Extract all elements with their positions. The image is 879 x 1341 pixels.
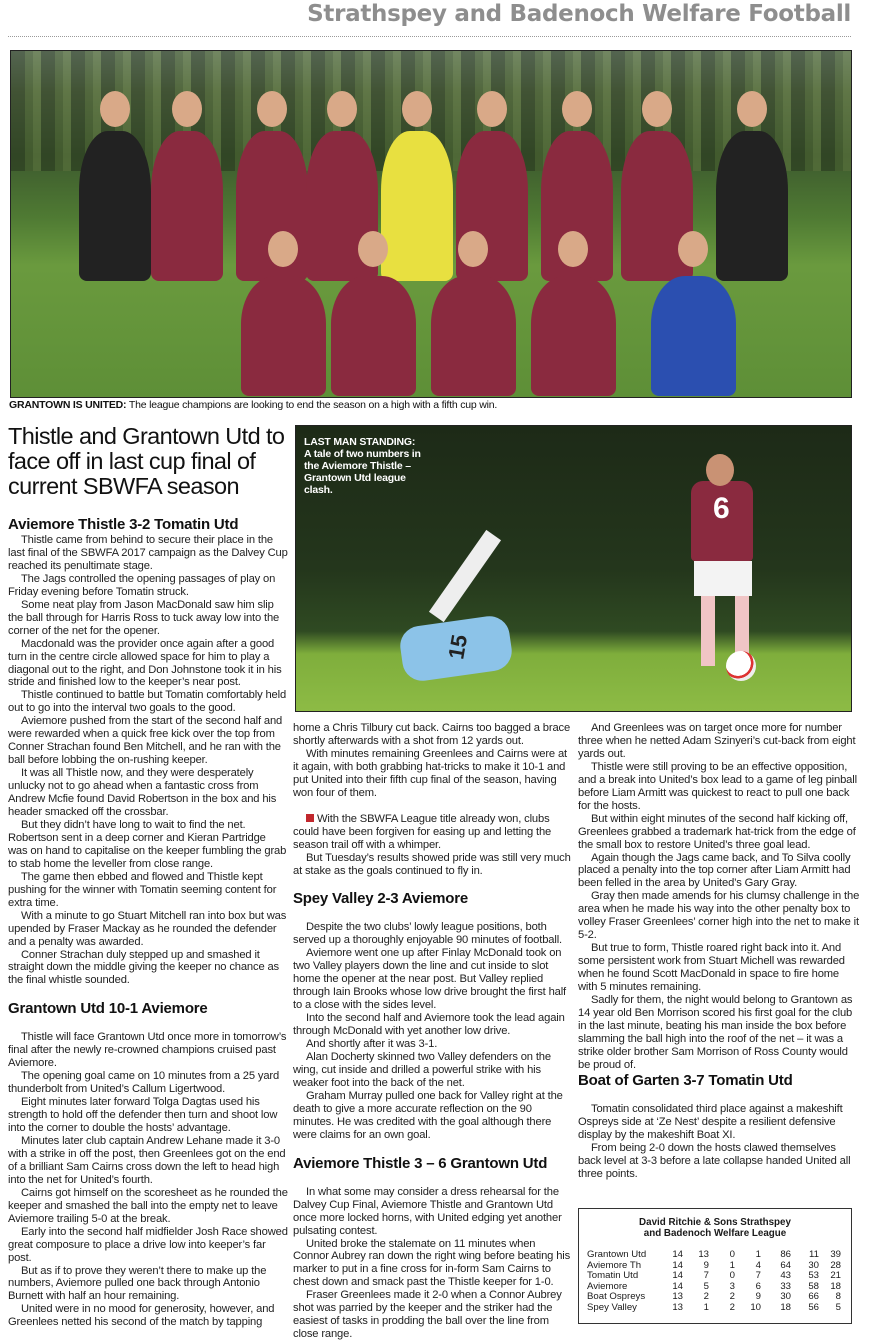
paragraph: Fraser Greenlees made it 2-0 when a Connor Aubrey shot was parried by the keeper and the striker had the easiest of tasks in prodding the ball over the line from close range. <box>293 1289 562 1341</box>
paragraph: Alan Docherty skinned two Valley defenders on the wing, cut inside and drilled a powerful strike with his weaker foot into the back of the net. <box>293 1051 551 1089</box>
spacer <box>293 877 573 890</box>
stat-cell: 2 <box>729 1291 735 1302</box>
stat-cell: 6 <box>755 1280 761 1292</box>
paragraph: Minutes later club captain Andrew Lehane made it 3-0 with a strike in off the post, then Greenlees got on the end of a brilliant Sam Cairns cross down the left to head high into the net for United’s fourth. <box>8 1134 286 1186</box>
paragraph: Eight minutes later forward Tolga Dagtas used his strength to hold off the defender then turn and shoot low into the corner to double the hosts’ advantage. <box>8 1096 278 1135</box>
team-name: Tomatin Utd <box>587 1270 639 1281</box>
fallen-player-leg <box>429 530 501 622</box>
paragraph: Thistle were still proving to be an effective opposition, and a break into United’s box lead to a game of leg pinball before Liam Armitt was quickest to react to pull one back for the hosts. <box>578 760 857 812</box>
table-row <box>579 1250 851 1261</box>
paragraph: Despite the two clubs’ lowly league positions, both served up a thoroughly enjoyable 90 minutes of football. <box>293 921 562 947</box>
stat-cell: 14 <box>672 1280 683 1292</box>
match-headline: Aviemore Thistle 3-2 Tomatin Utd <box>8 516 239 533</box>
paragraph-bulleted <box>293 813 573 852</box>
team-name: Aviemore <box>587 1280 628 1292</box>
paragraph: Aviemore pushed from the start of the second half and were rewarded when a quick free kick over the top from Conner Strachan found Ben Mitchell, and he ran with the ball before lobbing the on-rushing keeper. <box>8 715 283 767</box>
table-title-line-1: David Ritchie & Sons Strathspey <box>639 1217 791 1228</box>
player-six-number: 6 <box>713 492 730 525</box>
league-table-title <box>579 1217 851 1239</box>
team-name: Boat Ospreys <box>587 1291 646 1302</box>
stat-cell: 11 <box>809 1249 819 1260</box>
main-headline: Thistle and Grantown Utd to face off in last cup final of current SBWFA season <box>8 423 285 499</box>
stat-cell: 18 <box>780 1301 791 1313</box>
caption-lead: GRANTOWN IS UNITED: <box>9 399 127 411</box>
player-head <box>257 91 287 127</box>
stat-cell: 7 <box>755 1270 761 1281</box>
match-photo <box>295 425 852 712</box>
table-row <box>579 1271 851 1282</box>
match-photo-caption: LAST MAN STANDING: A tale of two numbers in the Aviemore Thistle – Grantown Utd league clash. <box>304 436 421 496</box>
stat-cell: 5 <box>703 1280 709 1292</box>
match-headline: Aviemore Thistle 3 – 6 Grantown Utd <box>293 1154 548 1172</box>
paragraph: The game then ebbed and flowed and Thistle kept pushing for the winner with Tomatin seeming content for extra time. <box>8 870 277 909</box>
paragraph: Early into the second half midfielder Josh Race showed great composure to place a drive low into keeper’s far post. <box>8 1225 288 1264</box>
paragraph: Again though the Jags came back, and To Silva coolly placed a penalty into the top corner after Liam Armitt had been felled in the area by United’s Gary Gray. <box>578 851 851 890</box>
kneeling-player <box>331 276 416 396</box>
paragraph: Conner Strachan duly stepped up and smashed it straight down the middle giving the keeper no chance as the final whistle sounded. <box>8 948 279 987</box>
player-head <box>477 91 507 127</box>
stat-cell: 14 <box>672 1249 683 1260</box>
paragraph: But Tuesday’s results showed pride was still very much at stake as the goals continued to fly in. <box>293 851 571 877</box>
stat-cell: 13 <box>672 1291 683 1302</box>
masthead-divider <box>8 36 851 37</box>
article-column-3 <box>578 722 860 1180</box>
stat-cell: 28 <box>830 1259 841 1271</box>
standing-player <box>716 131 788 281</box>
player-head <box>642 91 672 127</box>
match-headline: Grantown Utd 10-1 Aviemore <box>8 1000 208 1018</box>
stat-cell: 66 <box>808 1291 819 1302</box>
standing-player <box>381 131 453 281</box>
standing-player <box>79 131 151 281</box>
stat-cell: 14 <box>672 1270 683 1281</box>
stat-cell: 3 <box>729 1280 735 1292</box>
stat-cell: 56 <box>808 1301 819 1313</box>
stat-cell: 9 <box>755 1291 761 1302</box>
stat-cell: 33 <box>780 1280 791 1292</box>
stat-cell: 9 <box>703 1259 709 1271</box>
paragraph: With a minute to go Stuart Mitchell ran into box but was upended by Fraser Mackay as he rounded the defender and a penalty was awarded. <box>8 909 287 948</box>
stat-cell: 1 <box>703 1301 709 1313</box>
spacer <box>293 1142 573 1155</box>
team-photo <box>10 50 852 398</box>
paragraph: It was all Thistle now, and they were desperately unlucky not to go ahead when a fantastic cross from Andrew Mcfie found David Robertson in the box and his header smacked off the crossbar. <box>8 767 277 819</box>
stat-cell: 21 <box>830 1270 841 1281</box>
paragraph-text: With the SBWFA League title already won, clubs could have been forgiven for easing up and letting the season trail off with a whimper. <box>293 812 552 851</box>
player-head <box>100 91 130 127</box>
team-name: Spey Valley <box>587 1301 637 1313</box>
paragraph: The Jags controlled the opening passages of play on Friday evening before Tomatin struck. <box>8 572 276 598</box>
paragraph: Cairns got himself on the scoresheet as he rounded the keeper and smashed the ball into the empty net to leave Aviemore trailing 5-0 at the break. <box>8 1186 288 1225</box>
paragraph: But within eight minutes of the second half kicking off, Greenlees grabbed a trademark hat-trick from the edge of the small box to restore United’s three goal lead. <box>578 812 856 851</box>
stat-cell: 39 <box>830 1249 841 1260</box>
paragraph: But as if to prove they weren’t there to make up the numbers, Aviemore pulled one back through Antonio Burnett with half an hour remaining. <box>8 1264 267 1303</box>
caption-text: The league champions are looking to end the season on a high with a fifth cup win. <box>126 399 498 411</box>
spacer <box>293 800 573 813</box>
stat-cell: 14 <box>672 1259 683 1271</box>
paragraph: But they didn’t have long to wait to find the net. Robertson sent in a deep corner and Kieran Partridge was on hand to capitalise on the keeper fumbling the grab to stab home the leveller from close range. <box>8 818 287 870</box>
paragraph: Macdonald was the provider once again after a good turn in the centre circle allowed space for him to play a diagonal out to the right, and Don Johnstone took it in his stride and finished low to the keeper’s near post. <box>8 637 282 689</box>
red-square-bullet-icon <box>306 814 314 822</box>
stat-cell: 30 <box>780 1291 791 1302</box>
paragraph: United were in no mood for generosity, however, and Greenlees netted his second of the match by tapping <box>8 1303 275 1329</box>
stat-cell: 30 <box>808 1259 819 1271</box>
paragraph: Graham Murray pulled one back for Valley right at the death to give a more accurate reflection on the 90 minutes. He was credited with the goal although there were claims for an own goal. <box>293 1089 563 1141</box>
football <box>726 651 756 681</box>
team-name: Aviemore Th <box>587 1259 642 1271</box>
player-head <box>358 231 388 267</box>
fallen-player-number: 15 <box>443 632 473 662</box>
team-name: Grantown Utd <box>587 1249 647 1260</box>
spacer <box>293 1173 573 1186</box>
paragraph: Gray then made amends for his clumsy challenge in the area when he made his way into the other penalty box to volley Fraser Greenlees’ corner high into the net to make it 5-2. <box>578 890 860 942</box>
player-head <box>558 231 588 267</box>
paragraph: And Greenlees was on target once more for number three when he netted Adam Szinyeri’s cut-back from eight yards out. <box>578 722 856 760</box>
team-photo-caption <box>9 399 497 411</box>
player-six-head <box>706 454 734 486</box>
stat-cell: 13 <box>672 1301 683 1313</box>
player-head <box>172 91 202 127</box>
stat-cell: 7 <box>703 1270 709 1281</box>
stat-cell: 1 <box>755 1249 761 1260</box>
paragraph: But true to form, Thistle roared right back into it. And some persistent work from Stuart Michell was rewarded when he found Scott MacDonald in space to fire home with 5 minutes remaining. <box>578 942 845 994</box>
paragraph: Thistle came from behind to secure their place in the last final of the SBWFA 2017 campaign as the Dalvey Cup reached its penultimate stage. <box>8 534 288 572</box>
paragraph: Sadly for them, the night would belong to Grantown as 14 year old Ben Morrison scored his first goal for the club in the last minute, beating his man inside the box before slamming the ball high into the roof of the net – it was a strike older brother Sam Morrison of Ross County would be proud of. <box>578 994 853 1071</box>
stat-cell: 13 <box>698 1249 709 1260</box>
player-head <box>458 231 488 267</box>
kneeling-player <box>531 276 616 396</box>
paragraph: From being 2-0 down the hosts clawed themselves back level at 3-3 before a late collapse handed United all three points. <box>578 1141 851 1180</box>
stat-cell: 0 <box>729 1270 735 1281</box>
table-title-line-2: and Badenoch Welfare League <box>643 1228 787 1239</box>
player-head <box>562 91 592 127</box>
player-head <box>268 231 298 267</box>
paragraph-continued: home a Chris Tilbury cut back. Cairns too bagged a brace shortly afterwards with a shot from 12 yards out. <box>293 722 571 747</box>
stat-cell: 86 <box>780 1249 791 1260</box>
stat-cell: 0 <box>729 1249 735 1260</box>
player-head <box>678 231 708 267</box>
paragraph: Thistle continued to battle but Tomatin comfortably held out to go into the interval two goals to the good. <box>8 689 287 715</box>
article-column-2 <box>293 722 573 1341</box>
paragraph: The opening goal came on 10 minutes from a 25 yard thunderbolt from United’s Callum Ligertwood. <box>8 1070 280 1096</box>
league-table-rows <box>579 1250 851 1313</box>
table-row <box>579 1292 851 1303</box>
player-head <box>737 91 767 127</box>
kneeling-player <box>651 276 736 396</box>
stat-cell: 8 <box>835 1291 841 1302</box>
match-headline: Spey Valley 2-3 Aviemore <box>293 890 469 908</box>
spacer <box>293 908 573 921</box>
table-row <box>579 1303 851 1314</box>
stat-cell: 2 <box>729 1301 735 1313</box>
kneeling-player <box>241 276 326 396</box>
paragraph: Tomatin consolidated third place against a makeshift Ospreys side at ‘Ze Nest’ despite a resilient defensive display by the makeshift Boat XI. <box>578 1102 843 1141</box>
player-head <box>327 91 357 127</box>
stat-cell: 43 <box>780 1270 791 1281</box>
article-column-1 <box>8 516 288 1329</box>
paragraph: Some neat play from Jason MacDonald saw him slip the ball through for Harris Ross to tuck away low into the corner of the net for the opener. <box>8 598 280 637</box>
paragraph: In what some may consider a dress rehearsal for the Dalvey Cup Final, Aviemore Thistle and Grantown Utd once more locked horns, with United edging yet another pulsating contest. <box>293 1185 562 1237</box>
spacer <box>8 1018 288 1031</box>
paragraph: Thistle will face Grantown Utd once more in tomorrow’s final after the newly re-crowned champions cruised past Aviemore. <box>8 1031 287 1070</box>
standing-player <box>151 131 223 281</box>
paragraph: And shortly after it was 3-1. <box>306 1038 438 1051</box>
stat-cell: 10 <box>750 1301 761 1313</box>
stat-cell: 5 <box>835 1301 841 1313</box>
spacer <box>578 1090 860 1103</box>
kneeling-player <box>431 276 516 396</box>
stat-cell: 64 <box>780 1259 791 1271</box>
stat-cell: 53 <box>808 1270 819 1281</box>
spacer <box>8 987 288 1000</box>
stat-cell: 2 <box>703 1291 709 1302</box>
player-head <box>402 91 432 127</box>
match-headline: Boat of Garten 3-7 Tomatin Utd <box>578 1071 793 1089</box>
paragraph: United broke the stalemate on 11 minutes when Connor Aubrey ran down the right wing before beating his marker to put in a fine cross for in-form Sam Cairns to chest down and smack past the Thistle keeper for 1-0. <box>293 1237 571 1289</box>
paragraph: With minutes remaining Greenlees and Cairns were at it again, with both grabbing hat-tricks to make it 10-1 and put United into their fifth cup final of the season, having won four of them. <box>293 747 567 799</box>
section-masthead: Strathspey and Badenoch Welfare Football <box>307 1 851 27</box>
stat-cell: 4 <box>755 1259 761 1271</box>
league-table <box>578 1208 852 1324</box>
stat-cell: 18 <box>830 1280 841 1292</box>
stat-cell: 1 <box>729 1259 735 1271</box>
stat-cell: 58 <box>808 1280 819 1292</box>
paragraph: Into the second half and Aviemore took the lead again through McDonald with yet another low drive. <box>293 1012 565 1038</box>
paragraph: Aviemore went one up after Finlay McDonald took on two Valley players down the line and cut inside to slot home the opener at the near post. But Valley replied through Iain Brooks whose low drive brought the first half to a close with the sides level. <box>293 947 567 1012</box>
player-six-shorts <box>694 561 752 596</box>
